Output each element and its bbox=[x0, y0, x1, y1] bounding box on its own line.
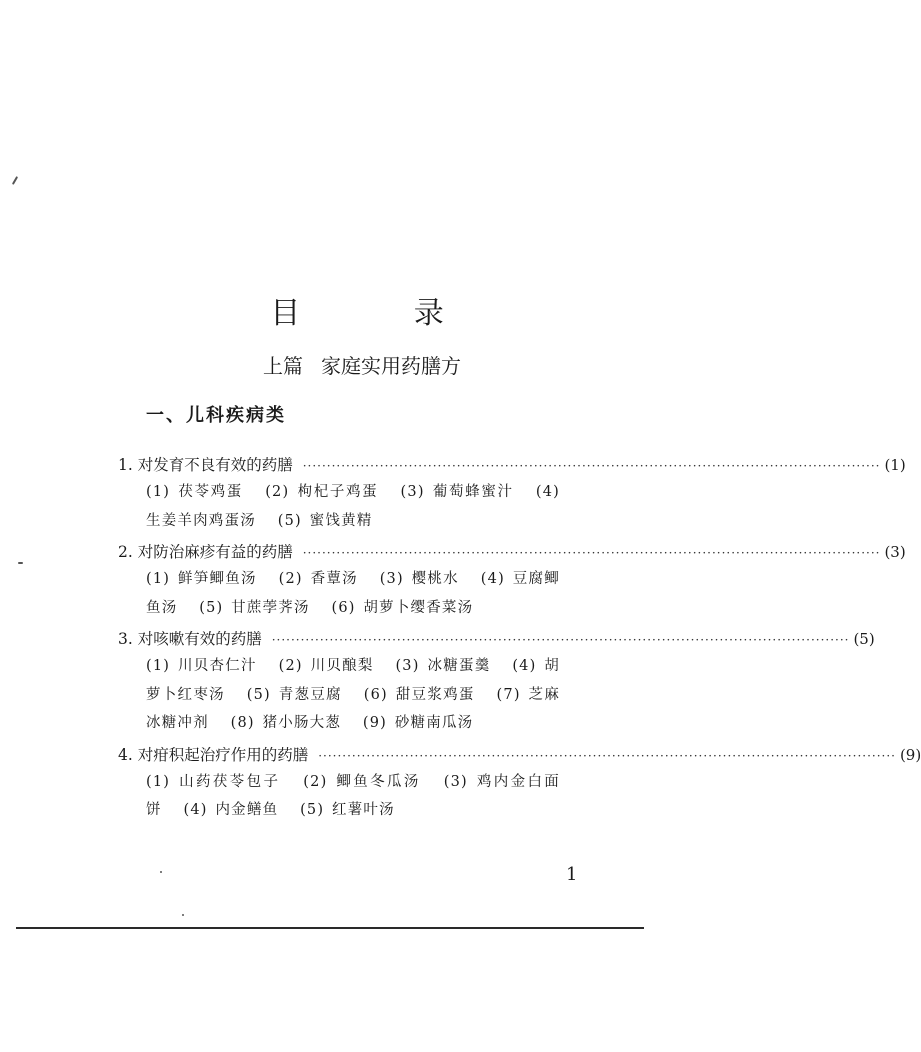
recipe-item: (2) 川贝酿梨 bbox=[278, 658, 374, 674]
part-label: 上篇 bbox=[263, 354, 303, 378]
toc-entry-heading bbox=[118, 742, 921, 768]
dot-leader: ························································································································ bbox=[318, 748, 896, 763]
toc-list bbox=[118, 448, 921, 825]
toc-entry-title: 3. 对咳嗽有效的药膳 bbox=[118, 630, 262, 648]
scan-speck bbox=[160, 871, 162, 873]
recipe-item: (1) 鲜笋鲫鱼汤 bbox=[146, 571, 257, 587]
toc-entry-page: (3) bbox=[884, 543, 906, 561]
dot-leader: ························································································································ bbox=[302, 546, 881, 560]
recipe-item: (5) 蜜饯黄精 bbox=[277, 512, 373, 529]
toc-entry-items bbox=[118, 478, 596, 535]
recipe-item: (8) 猪小肠大葱 bbox=[230, 715, 342, 731]
toc-entry-items bbox=[118, 565, 596, 622]
recipe-item: (2) 香蕈汤 bbox=[278, 571, 358, 587]
part-name: 家庭实用药膳方 bbox=[321, 354, 461, 378]
recipe-item: (2) 枸杞子鸡蛋 bbox=[265, 484, 379, 500]
category-heading: 一、儿科疾病类 bbox=[146, 405, 286, 426]
toc-title: 目 录 bbox=[270, 296, 496, 331]
toc-entry-title: 1. 对发育不良有效的药膳 bbox=[118, 456, 293, 474]
recipe-item: (2) 鲫鱼冬瓜汤 bbox=[303, 773, 421, 790]
toc-entry-page: (1) bbox=[884, 456, 906, 474]
toc-entry-items bbox=[118, 652, 596, 738]
toc-entry-page: (9) bbox=[899, 745, 921, 764]
toc-entry-title: 4. 对疳积起治疗作用的药膳 bbox=[118, 745, 309, 764]
recipe-item: (1) 茯苓鸡蛋 bbox=[146, 484, 243, 500]
recipe-item: (9) 砂糖南瓜汤 bbox=[362, 715, 474, 731]
recipe-item: (4) 豆腐鲫鱼汤 bbox=[146, 571, 560, 616]
recipe-item: (6) 胡萝卜缨香菜汤 bbox=[331, 599, 474, 616]
scan-speck bbox=[182, 914, 184, 916]
dot-leader: ························································································································ bbox=[271, 633, 850, 647]
toc-entry-heading bbox=[118, 452, 906, 478]
page-number: 1 bbox=[566, 864, 578, 885]
recipe-item: (6) 甜豆浆鸡蛋 bbox=[363, 686, 475, 703]
toc-entry bbox=[118, 626, 875, 738]
recipe-item: (4) 生姜羊肉鸡蛋汤 bbox=[146, 484, 560, 529]
recipe-item: (5) 青葱豆腐 bbox=[246, 686, 342, 703]
scan-speck bbox=[12, 176, 18, 185]
toc-entry bbox=[118, 539, 906, 622]
scan-speck bbox=[18, 562, 23, 564]
toc-entry-title: 2. 对防治麻疹有益的药膳 bbox=[118, 543, 293, 561]
recipe-item: (7) 芝麻冰糖冲剂 bbox=[146, 686, 561, 731]
dot-leader: ························································································································ bbox=[302, 459, 881, 473]
toc-entry-heading bbox=[118, 539, 906, 565]
recipe-item: (3) 葡萄蜂蜜汁 bbox=[400, 484, 514, 500]
toc-entry bbox=[118, 452, 906, 535]
recipe-item: (4) 胡萝卜红枣汤 bbox=[146, 658, 561, 703]
recipe-item: (1) 川贝杏仁汁 bbox=[146, 658, 257, 674]
recipe-item: (4) 内金鳝鱼 bbox=[183, 802, 279, 818]
toc-entry-heading bbox=[118, 626, 875, 652]
toc-entry-items bbox=[118, 768, 596, 825]
part-heading bbox=[0, 350, 714, 379]
recipe-item: (3) 冰糖蛋羹 bbox=[395, 658, 491, 674]
toc-entry-page: (5) bbox=[853, 630, 875, 648]
toc-entry bbox=[118, 742, 921, 825]
recipe-item: (3) 鸡内金白面饼 bbox=[146, 773, 561, 818]
recipe-item: (5) 甘蔗荸荠汤 bbox=[199, 599, 310, 616]
recipe-item: (1) 山药茯苓包子 bbox=[146, 773, 281, 790]
recipe-item: (3) 樱桃水 bbox=[379, 571, 459, 587]
recipe-item: (5) 红薯叶汤 bbox=[300, 802, 395, 818]
bottom-rule bbox=[16, 927, 644, 929]
